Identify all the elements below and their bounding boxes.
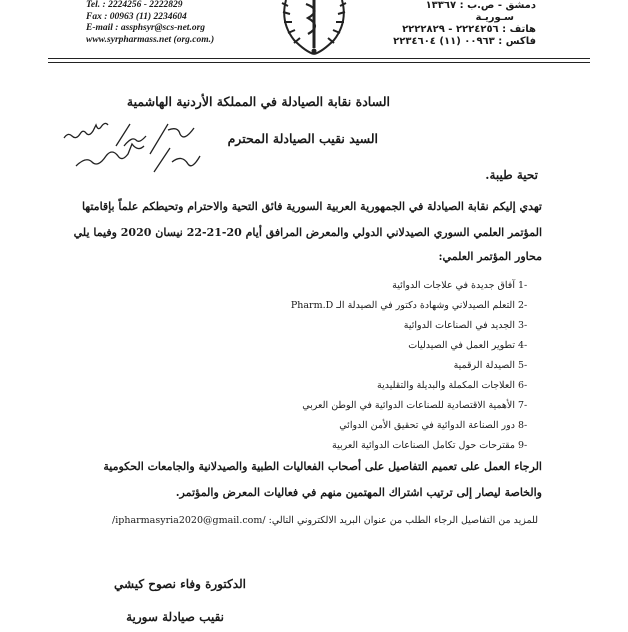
body-line-1: تهدي إليكم نقابة الصيادلة في الجمهورية العربية السورية فائق التحية والاحترام وتحيطكم علماً بإقامتها [81,200,542,213]
header-rule-thick [48,58,590,59]
header-fax: Fax : 00963 (11) 2234604 [86,11,187,22]
header-rule-thin [48,62,590,63]
addressee-title: السيد نقيب الصيادلة المحترم [227,131,378,146]
list-item: -6 العلاجات المكملة والبديلة والتقليدية [377,380,528,391]
list-item: -3 الجديد في الصناعات الدوائية [403,320,528,331]
list-item: -8 دور الصناعة الدوائية في تحقيق الأمن الدوائي [339,420,528,431]
header-website: www.syrpharmass.net (org.com.) [86,34,215,45]
list-item: -4 تطوير العمل في الصيدليات [408,340,528,351]
header-address-ar: دمشق - ص.ب : ١٣٣٦٧ [425,0,536,11]
list-item: -7 الأهمية الاقتصادية للصناعات الدوائية في الوطن العربي [302,400,528,411]
syndicate-logo [276,0,352,56]
body-line-3: محاور المؤتمر العلمي: [438,250,542,263]
signatory-title: نقيب صيادلة سورية [126,610,224,624]
signatory-name: الدكتورة وفاء نصوح كيشي [114,577,246,591]
list-item: -9 مقترحات حول تكامل الصناعات الدوائية العربية [332,440,528,451]
header-country-ar: سـوريـة [475,12,514,23]
header-tel-ar: هاتف : ٢٢٢٤٢٥٦ - ٢٢٢٢٨٢٩ [402,24,536,35]
addressee-line: السادة نقابة الصيادلة في المملكة الأردنية الهاشمية [126,94,390,109]
header-fax-ar: فاكس : ٠٠٩٦٣ (١١) ٢٢٣٤٦٠٤ [393,36,536,47]
header-contact-ar [346,0,536,48]
list-item: -5 الصيدلة الرقمية [453,360,528,371]
contact-email-line: للمزيد من التفاصيل الرجاء الطلب من عنوان البريد الالكتروني التالي: /ipharmasyria2020@gmail.com/ [112,515,538,526]
handwritten-annotation [58,116,238,178]
greeting: تحية طيبة. [485,168,538,182]
list-item: -1 آفاق جديدة في علاجات الدوائية [392,280,528,291]
header-tel: Tel. : 2224256 - 2222829 [86,0,183,10]
request-line-2: والخاصة ليصار إلى ترتيب اشتراك المهتمين منهم في فعاليات المعرض والمؤتمر. [175,486,542,499]
body-line-2: المؤتمر العلمي السوري الصيدلاني الدولي والمعرض المرافق أيام 20-21-22 نيسان 2020 وفيما يلي [73,226,542,239]
header-email: E-mail : assphsyr@scs-net.org [86,23,206,33]
request-line-1: الرجاء العمل على تعميم التفاصيل على أصحاب الفعاليات الطبية والصيدلانية والجامعات الحكومية [103,460,542,473]
list-item: -2 التعلم الصيدلاني وشهادة دكتور في الصيدلة الـ Pharm.D [290,300,528,311]
header-contact-en [86,0,256,46]
topics-list [238,276,538,456]
